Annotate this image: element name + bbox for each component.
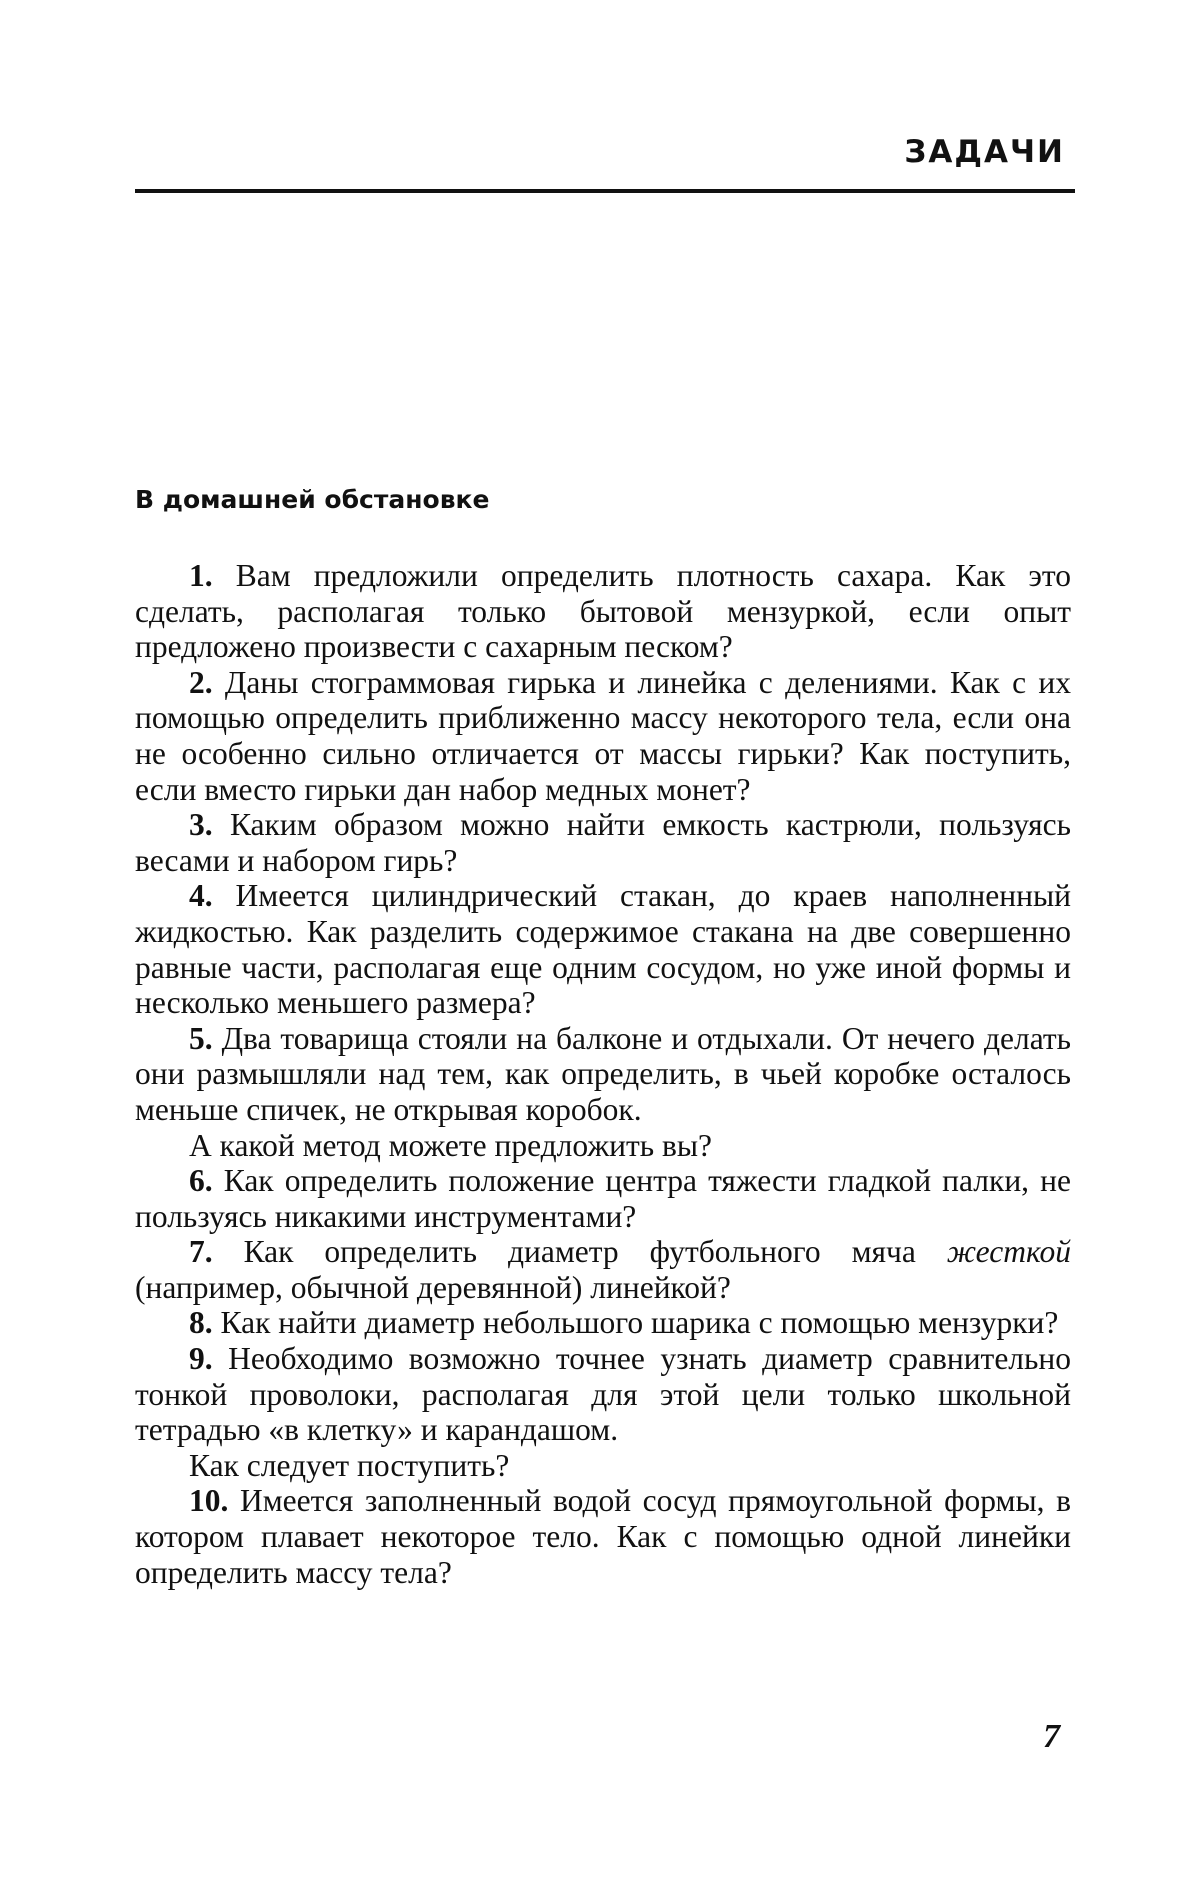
page-number: 7 bbox=[1043, 1718, 1060, 1756]
problem-emphasis: жесткой bbox=[947, 1234, 1071, 1269]
problem-text: Имеется заполненный водой сосуд прямоугольной формы, в котором плавает некоторое тело. Как с помощью одной линейки определить массу тела? bbox=[135, 1483, 1071, 1589]
problem-8 bbox=[135, 1305, 1071, 1341]
problem-5-continuation bbox=[135, 1128, 1071, 1164]
problem-text: Как определить диаметр футбольного мяча bbox=[244, 1234, 916, 1269]
problem-text: Имеется цилиндрический стакан, до краев наполненный жидкостью. Как разделить содержимое стакана на две совершенно равные части, располагая еще одним сосудом, но уже иной формы и несколько меньшего размера? bbox=[135, 878, 1071, 1020]
problem-text: Как следует поступить? bbox=[189, 1448, 509, 1483]
problem-7 bbox=[135, 1234, 1071, 1305]
problem-5 bbox=[135, 1021, 1071, 1128]
problem-1 bbox=[135, 558, 1071, 665]
problem-4 bbox=[135, 878, 1071, 1020]
problem-10 bbox=[135, 1483, 1071, 1590]
problem-text: (например, обычной деревянной) линейкой? bbox=[135, 1270, 731, 1305]
problem-text: Два товарища стояли на балконе и отдыхали. От нечего делать они размышляли над тем, как определить, в чьей коробке осталось меньше спичек, не открывая коробок. bbox=[135, 1021, 1071, 1127]
problem-text: Вам предложили определить плотность сахара. Как это сделать, располагая только бытовой мензуркой, если опыт предложено произвести с сахарным песком? bbox=[135, 558, 1071, 664]
problem-text: Как найти диаметр небольшого шарика с помощью мензурки? bbox=[221, 1305, 1059, 1340]
problem-number: 5. bbox=[189, 1021, 213, 1056]
problem-number: 7. bbox=[189, 1234, 213, 1269]
problem-text: Каким образом можно найти емкость кастрюли, пользуясь весами и набором гирь? bbox=[135, 807, 1071, 878]
problem-text: Как определить положение центра тяжести гладкой палки, не пользуясь никакими инструментами? bbox=[135, 1163, 1071, 1234]
problem-3 bbox=[135, 807, 1071, 878]
section-title: В домашней обстановке bbox=[135, 485, 489, 514]
problem-number: 10. bbox=[189, 1483, 228, 1518]
problem-2 bbox=[135, 665, 1071, 807]
problem-text: А какой метод можете предложить вы? bbox=[189, 1128, 712, 1163]
header-rule bbox=[135, 189, 1075, 193]
problem-text: Даны стограммовая гирька и линейка с делениями. Как с их помощью определить приближенно массу некоторого тела, если она не особенно сильно отличается от массы гирьки? Как поступить, если вместо гирьки дан набор медных монет? bbox=[135, 665, 1071, 807]
problem-number: 4. bbox=[189, 878, 213, 913]
problem-number: 8. bbox=[189, 1305, 213, 1340]
problem-9 bbox=[135, 1341, 1071, 1448]
problem-text: Необходимо возможно точнее узнать диаметр сравнительно тонкой проволоки, располагая для этой цели только школьной тетрадью «в клетку» и карандашом. bbox=[135, 1341, 1071, 1447]
problem-number: 6. bbox=[189, 1163, 213, 1198]
problem-6 bbox=[135, 1163, 1071, 1234]
running-header-title: ЗАДАЧИ bbox=[904, 134, 1065, 170]
problem-9-continuation bbox=[135, 1448, 1071, 1484]
problem-number: 2. bbox=[189, 665, 213, 700]
problem-number: 1. bbox=[189, 558, 213, 593]
problem-list bbox=[135, 558, 1071, 1590]
problem-number: 9. bbox=[189, 1341, 213, 1376]
problem-number: 3. bbox=[189, 807, 213, 842]
